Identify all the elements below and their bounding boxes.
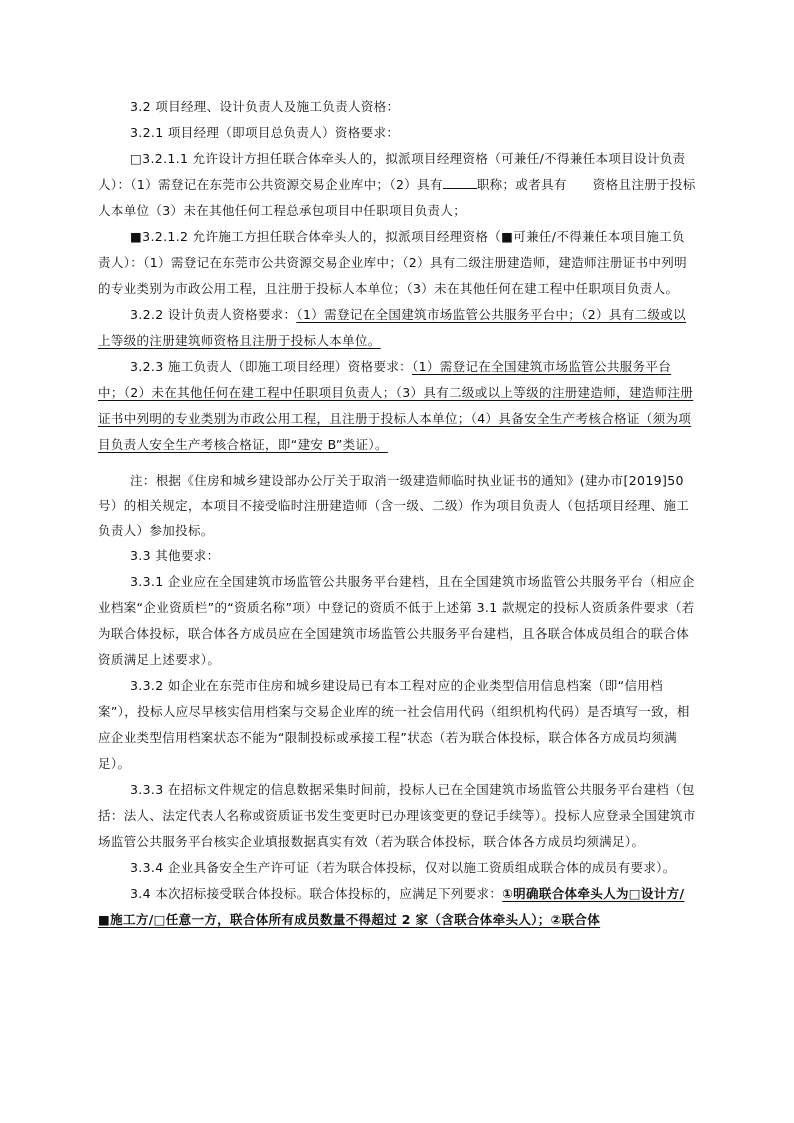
clause-3-2-1-1-part-a: □3.2.1.1 允许设计方担任联合体牵头人的，拟派项目经理资格（可兼任/不得兼任本项目设计负责人）：（1）需登记在东莞市公共资源交易企业库中；（2）具有 [98,151,686,192]
clause-3-2-2 [98,302,696,354]
heading-3-2-1: 3.2.1 项目经理（即项目总负责人）资格要求： [130,125,400,140]
clause-3-2-1-1-part-c: 资格且注册于投标人本单位（3）未在其他任何工程总承包项目中任职项目负责人； [98,177,696,218]
clause-3-2-1-1 [98,146,696,224]
clause-3-3-2: 3.3.2 如企业在东莞市住房和城乡建设局已有本工程对应的企业类型信用信息档案（即“信用档案”），投标人应尽早核实信用档案与交易企业库的统一社会信用代码（组织机构代码）是否填写一致，相应企业类型信用档案状态不能为“限制投标或承接工程”状态（若为联合体投标，联合体各方成员均须满足）。 [98,678,690,771]
clause-3-4-bold-requirements: ①明确联合体牵头人为□设计方/■施工方/□任意一方，联合体所有成员数量不得超过 2 家（含联合体牵头人）；②联合体 [98,886,685,927]
blank-title-field [443,176,477,189]
clause-3-3-4: 3.3.4 企业具备安全生产许可证（若为联合体投标，仅对以施工资质组成联合体的成员有要求）。 [130,860,676,875]
clause-3-3-3: 3.3.3 在招标文件规定的信息数据采集时间前，投标人已在全国建筑市场监管公共服务平台建档（包括：法人、法定代表人名称或资质证书发生变更时已办理该变更的登记手续等）。投标人应登录全国建筑市场监管公共服务平台核实企业填报数据真实有效（若为联合体投标，联合体各方成员均须满足）。 [98,782,696,849]
clause-3-4 [98,881,696,933]
heading-3-2: 3.2 项目经理、设计负责人及施工负责人资格： [130,99,400,114]
clause-3-3-1: 3.3.1 企业应在全国建筑市场监管公共服务平台建档，且在全国建筑市场监管公共服务平台（相应企业档案“企业资质栏”的“资质名称”项）中登记的资质不低于上述第 3.1 款规定的投标人资质条件要求（若为联合体投标，联合体各方成员应在全国建筑市场监管公共服务平台建档，且各联合体成员组合的联合体资质满足上述要求）。 [98,574,695,667]
note-paragraph: 注：根据《住房和城乡建设部办公厅关于取消一级建造师临时执业证书的通知》(建办市[2019]50号）的相关规定，本项目不接受临时注册建造师（含一级、二级）作为项目负责人（包括项目经理、施工负责人）参加投标。 [98,473,690,538]
heading-3-3: 3.3 其他要求： [130,548,220,563]
clause-3-2-3-requirements: （1）需登记在全国建筑市场监管公共服务平台中；（2）未在其他任何在建工程中任职项目负责人；（3）具有二级或以上等级的注册建造师，建造师注册证书中列明的专业类别为市政公用工程，且注册于投标人本单位；（4）具备安全生产考核合格证（须为项目负责人安全生产考核合格证，即“建安 B”类证）。 [98,359,694,452]
clause-3-2-2-requirements: （1）需登记在全国建筑市场监管公共服务平台中；（2）具有二级或以上等级的注册建筑师资格且注册于投标人本单位。 [98,307,686,348]
clause-3-2-3 [98,354,696,458]
document-body [98,94,696,933]
clause-3-4-lead: 3.4 本次招标接受联合体投标。联合体投标的，应满足下列要求： [130,886,503,901]
clause-3-2-3-lead: 3.2.3 施工负责人（即施工项目经理）资格要求： [130,359,413,374]
clause-3-2-1-2: ■3.2.1.2 允许施工方担任联合体牵头人的，拟派项目经理资格（■可兼任/不得兼任本项目施工负责人）：（1）需登记在东莞市公共资源交易企业库中；（2）具有二级注册建造师，建造师注册证书中列明的专业类别为市政公用工程，且注册于投标人本单位；（3）未在其他任何在建工程中任职项目负责人。 [98,229,687,296]
clause-3-2-2-lead: 3.2.2 设计负责人资格要求： [130,307,297,322]
clause-3-2-1-1-part-b: 职称；或者具有 [476,177,567,192]
